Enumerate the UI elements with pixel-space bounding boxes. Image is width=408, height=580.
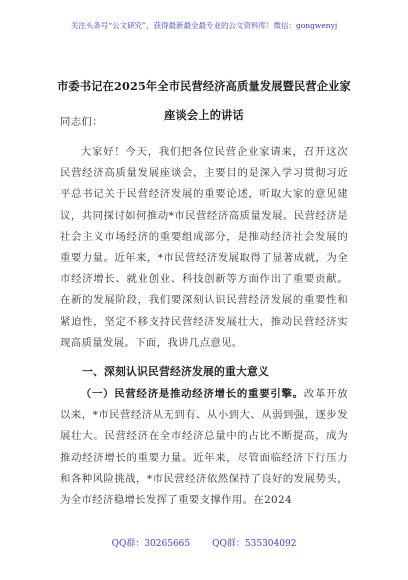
footer-qq-groups: [0, 536, 408, 549]
header-watermark-banner: 关注头条号“公文研究”，获得最新最全最专业的公文资料库！微信：gongwenyj: [70, 21, 338, 30]
body-paragraph-1: 大家好！今天，我们把各位民营企业家请来，召开这次民营经济高质量发展座谈会，主要目的是深入学习贯彻习近平总书记关于民营经济发展的重要论述，听取大家的意见建议，共同探讨如何推动*市民营经济高质量发展。民营经济是社会主义市场经济的重要组成部分，是推动经济社会发展的重要力量。近年来，*市民营经济发展取得了显著成就，为全市经济增长、就业创业、科技创新等方面作出了重要贡献。在新的发展阶段，我们要深刻认识民营经济发展的重要性和紧迫性，坚定不移支持民营经济发展壮大，推动民营经济实现高质量发展。下面，我讲几点意见。: [60, 146, 348, 349]
subsection-lead-1: （一）民营经济是推动经济增长的重要引擎。: [80, 388, 304, 400]
salutation: 同志们：: [60, 116, 103, 128]
qq-group-1: QQ群：30265665: [111, 539, 191, 549]
qq-group-2: QQ群：535304092: [212, 539, 297, 549]
section-heading-1: 一、深刻认识民营经济发展的重大意义: [82, 365, 269, 378]
paragraph-2-body: 改革开放以来，*市民营经济从无到有、从小到大、从弱到强，逐步发展壮大。民营经济在全市经济总量中的占比不断提高，成为推动经济增长的重要力量。近年来，尽管面临经济下行压力和各种风险挑战，*市民营经济依然保持了良好的发展势头，为全市经济稳增长发挥了重要支撑作用。在2024: [60, 388, 349, 507]
body-paragraph-2: [60, 384, 348, 511]
document-title: 市委书记在2025年全市民营经济高质量发展暨民营企业家座谈会上的讲话: [57, 78, 351, 122]
